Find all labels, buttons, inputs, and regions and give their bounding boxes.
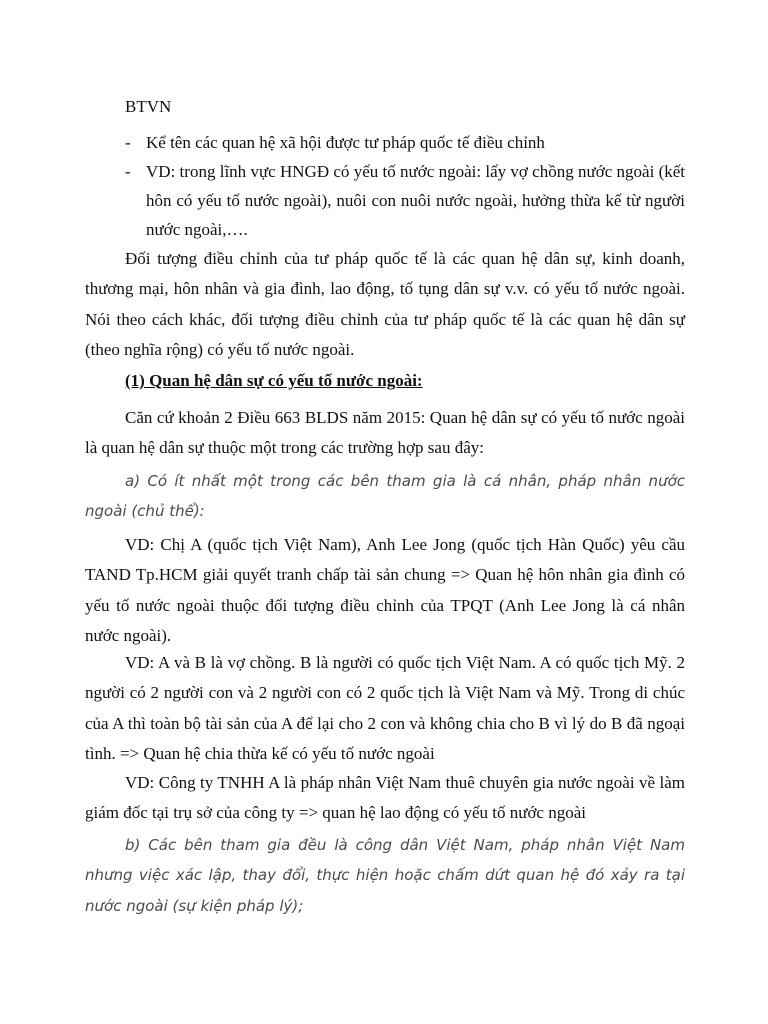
paragraph-definition: Đối tượng điều chỉnh của tư pháp quốc tế là các quan hệ dân sự, kinh doanh, thương mại, hôn nhân và gia đình, lao động, tố tụng dân sự v.v. có yếu tố nước ngoài. Nói theo cách khác, đối tượng điều chỉnh của tư pháp quốc tế là các quan hệ dân sự (theo nghĩa rộng) có yếu tố nước ngoài. bbox=[85, 249, 685, 359]
bullet-item bbox=[125, 157, 685, 244]
section-heading: (1) Quan hệ dân sự có yếu tố nước ngoài: bbox=[125, 371, 423, 390]
paragraph-example-2: VD: A và B là vợ chồng. B là người có quốc tịch Việt Nam. A có quốc tịch Mỹ. 2 người có 2 người con và 2 người con có 2 quốc tịch là Việt Nam và Mỹ. Trong di chúc của A thì toàn bộ tài sản của A để lại cho 2 con và không chia cho B vì lý do B đã ngoại tình. => Quan hệ chia thừa kế có yếu tố nước ngoài bbox=[85, 653, 685, 763]
bullet-marker: - bbox=[125, 162, 131, 181]
paragraph-case-a: a) Có ít nhất một trong các bên tham gia là cá nhân, pháp nhân nước ngoài (chủ thể): bbox=[85, 472, 685, 521]
bullet-text: Kể tên các quan hệ xã hội được tư pháp quốc tế điều chỉnh bbox=[146, 133, 545, 152]
paragraph-case-b: b) Các bên tham gia đều là công dân Việt Nam, pháp nhân Việt Nam nhưng việc xác lập, thay đổi, thực hiện hoặc chấm dứt quan hệ đó xảy ra tại nước ngoài (sự kiện pháp lý); bbox=[85, 836, 685, 915]
paragraph-example-1: VD: Chị A (quốc tịch Việt Nam), Anh Lee Jong (quốc tịch Hàn Quốc) yêu cầu TAND Tp.HCM giải quyết tranh chấp tài sản chung => Quan hệ hôn nhân gia đình có yếu tố nước ngoài thuộc đối tượng điều chỉnh của TPQT (Anh Lee Jong là cá nhân nước ngoài). bbox=[85, 535, 685, 645]
paragraph-legal-basis: Căn cứ khoản 2 Điều 663 BLDS năm 2015: Quan hệ dân sự có yếu tố nước ngoài là quan hệ dân sự thuộc một trong các trường hợp sau đây: bbox=[85, 408, 685, 458]
document-heading: BTVN bbox=[125, 97, 172, 116]
bullet-item bbox=[125, 128, 685, 157]
bullet-marker: - bbox=[125, 133, 131, 152]
bullet-list bbox=[125, 128, 685, 244]
paragraph-example-3: VD: Công ty TNHH A là pháp nhân Việt Nam thuê chuyên gia nước ngoài về làm giám đốc tại trụ sở của công ty => quan hệ lao động có yếu tố nước ngoài bbox=[85, 773, 685, 823]
bullet-text: VD: trong lĩnh vực HNGĐ có yếu tố nước ngoài: lấy vợ chồng nước ngoài (kết hôn có yếu tố nước ngoài), nuôi con nuôi nước ngoài, hưởng thừa kế từ người nước ngoài,…. bbox=[146, 162, 685, 239]
